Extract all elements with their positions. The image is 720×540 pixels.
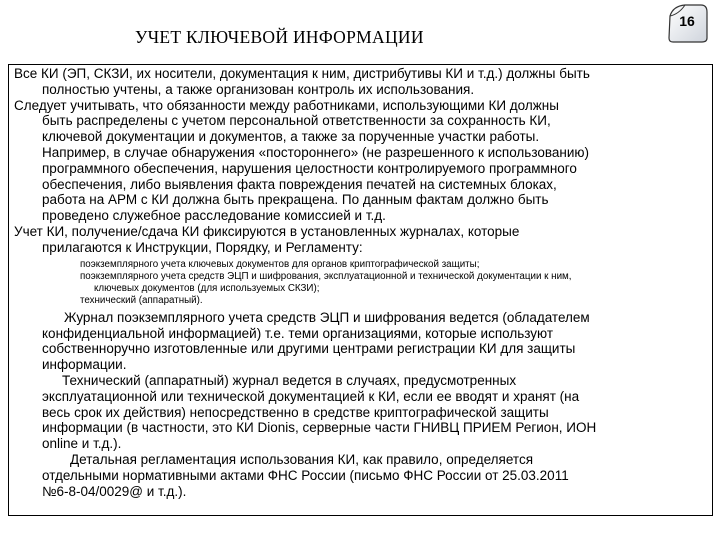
slide-number: 16 <box>679 13 695 29</box>
journal-item: технический (аппаратный). <box>80 295 203 307</box>
p4-line: информации. <box>42 357 127 373</box>
paragraph-1 <box>14 66 706 98</box>
paragraph-3 <box>14 224 706 256</box>
p5-line: online и т.д.). <box>42 436 122 452</box>
content-body <box>14 66 706 499</box>
page-title: УЧЕТ КЛЮЧЕВОЙ ИНФОРМАЦИИ <box>135 27 424 47</box>
p3-line-1: Учет КИ, получение/сдача КИ фиксируются в установленных журналах, которые <box>14 223 520 239</box>
p1-line-2: полностью учтены, а также организован контроль их использования. <box>42 81 475 97</box>
p2-line: обеспечения, либо выявления факта повреждения печатей на системных блоках, <box>42 176 557 192</box>
paragraph-6 <box>14 452 706 499</box>
p5-line: эксплуатационной или технической документацией к КИ, если ее вводят и хранят (на <box>42 388 580 404</box>
p2-line: работа на АРМ с КИ должна быть прекращена. По данным фактам должно быть <box>42 192 549 208</box>
journal-item: поэкземплярного учета средств ЭЦП и шифрования, эксплуатационной и технической документации к ним, <box>80 270 572 282</box>
p6-line: отдельными нормативными актами ФНС России (письмо ФНС России от 25.03.2011 <box>42 467 569 483</box>
p4-line: конфиденциальной информацией) т.е. теми организациями, которые используют <box>42 325 554 341</box>
p3-line-2: прилагаются к Инструкции, Порядку, и Регламенту: <box>42 239 363 255</box>
p1-line-1: Все КИ (ЭП, СКЗИ, их носители, документация к ним, дистрибутивы КИ и т.д.) должны быть <box>14 66 590 81</box>
p2-line: быть распределены с учетом персональной ответственности за сохранность КИ, <box>42 113 551 129</box>
paragraph-2 <box>14 98 706 224</box>
p2-line: проведено служебное расследование комиссией и т.д. <box>42 208 386 224</box>
p5-line: Технический (аппаратный) журнал ведется в случаях, предусмотренных <box>62 372 517 388</box>
journal-item: поэкземплярного учета ключевых документов для органов криптографической защиты; <box>80 258 480 270</box>
p5-line: весь срок их действия) непосредственно в средстве криптографической защиты <box>42 404 549 420</box>
p2-line-1: Следует учитывать, что обязанности между работниками, использующими КИ должны <box>14 97 559 113</box>
journal-item: ключевых документов (для используемых СКЗИ); <box>94 283 320 295</box>
p2-line: ключевой документации и документов, а также за порученные участки работы. <box>42 129 540 145</box>
slide-number-badge <box>665 2 709 44</box>
p4-line: собственноручно изготовленные или другими центрами регистрации КИ для защиты <box>42 341 576 357</box>
p4-line: Журнал поэкземплярного учета средств ЭЦП и шифрования ведется (обладателем <box>64 309 590 325</box>
p2-line: Например, в случае обнаружения «постороннего» (не разрешенного к использованию) <box>42 144 590 160</box>
p6-line: №6-8-04/0029@ и т.д.). <box>42 483 187 499</box>
p6-line: Детальная регламентация использования КИ, как правило, определяется <box>70 451 534 467</box>
p2-line: программного обеспечения, нарушения целостности контролируемого программного <box>42 160 577 176</box>
journal-list <box>14 259 706 308</box>
p5-line: информации (в частности, это КИ Dionis, серверные части ГНИВЦ ПРИЕМ Регион, ИОН <box>42 420 597 436</box>
paragraph-5 <box>14 373 706 452</box>
paragraph-4 <box>14 310 706 373</box>
